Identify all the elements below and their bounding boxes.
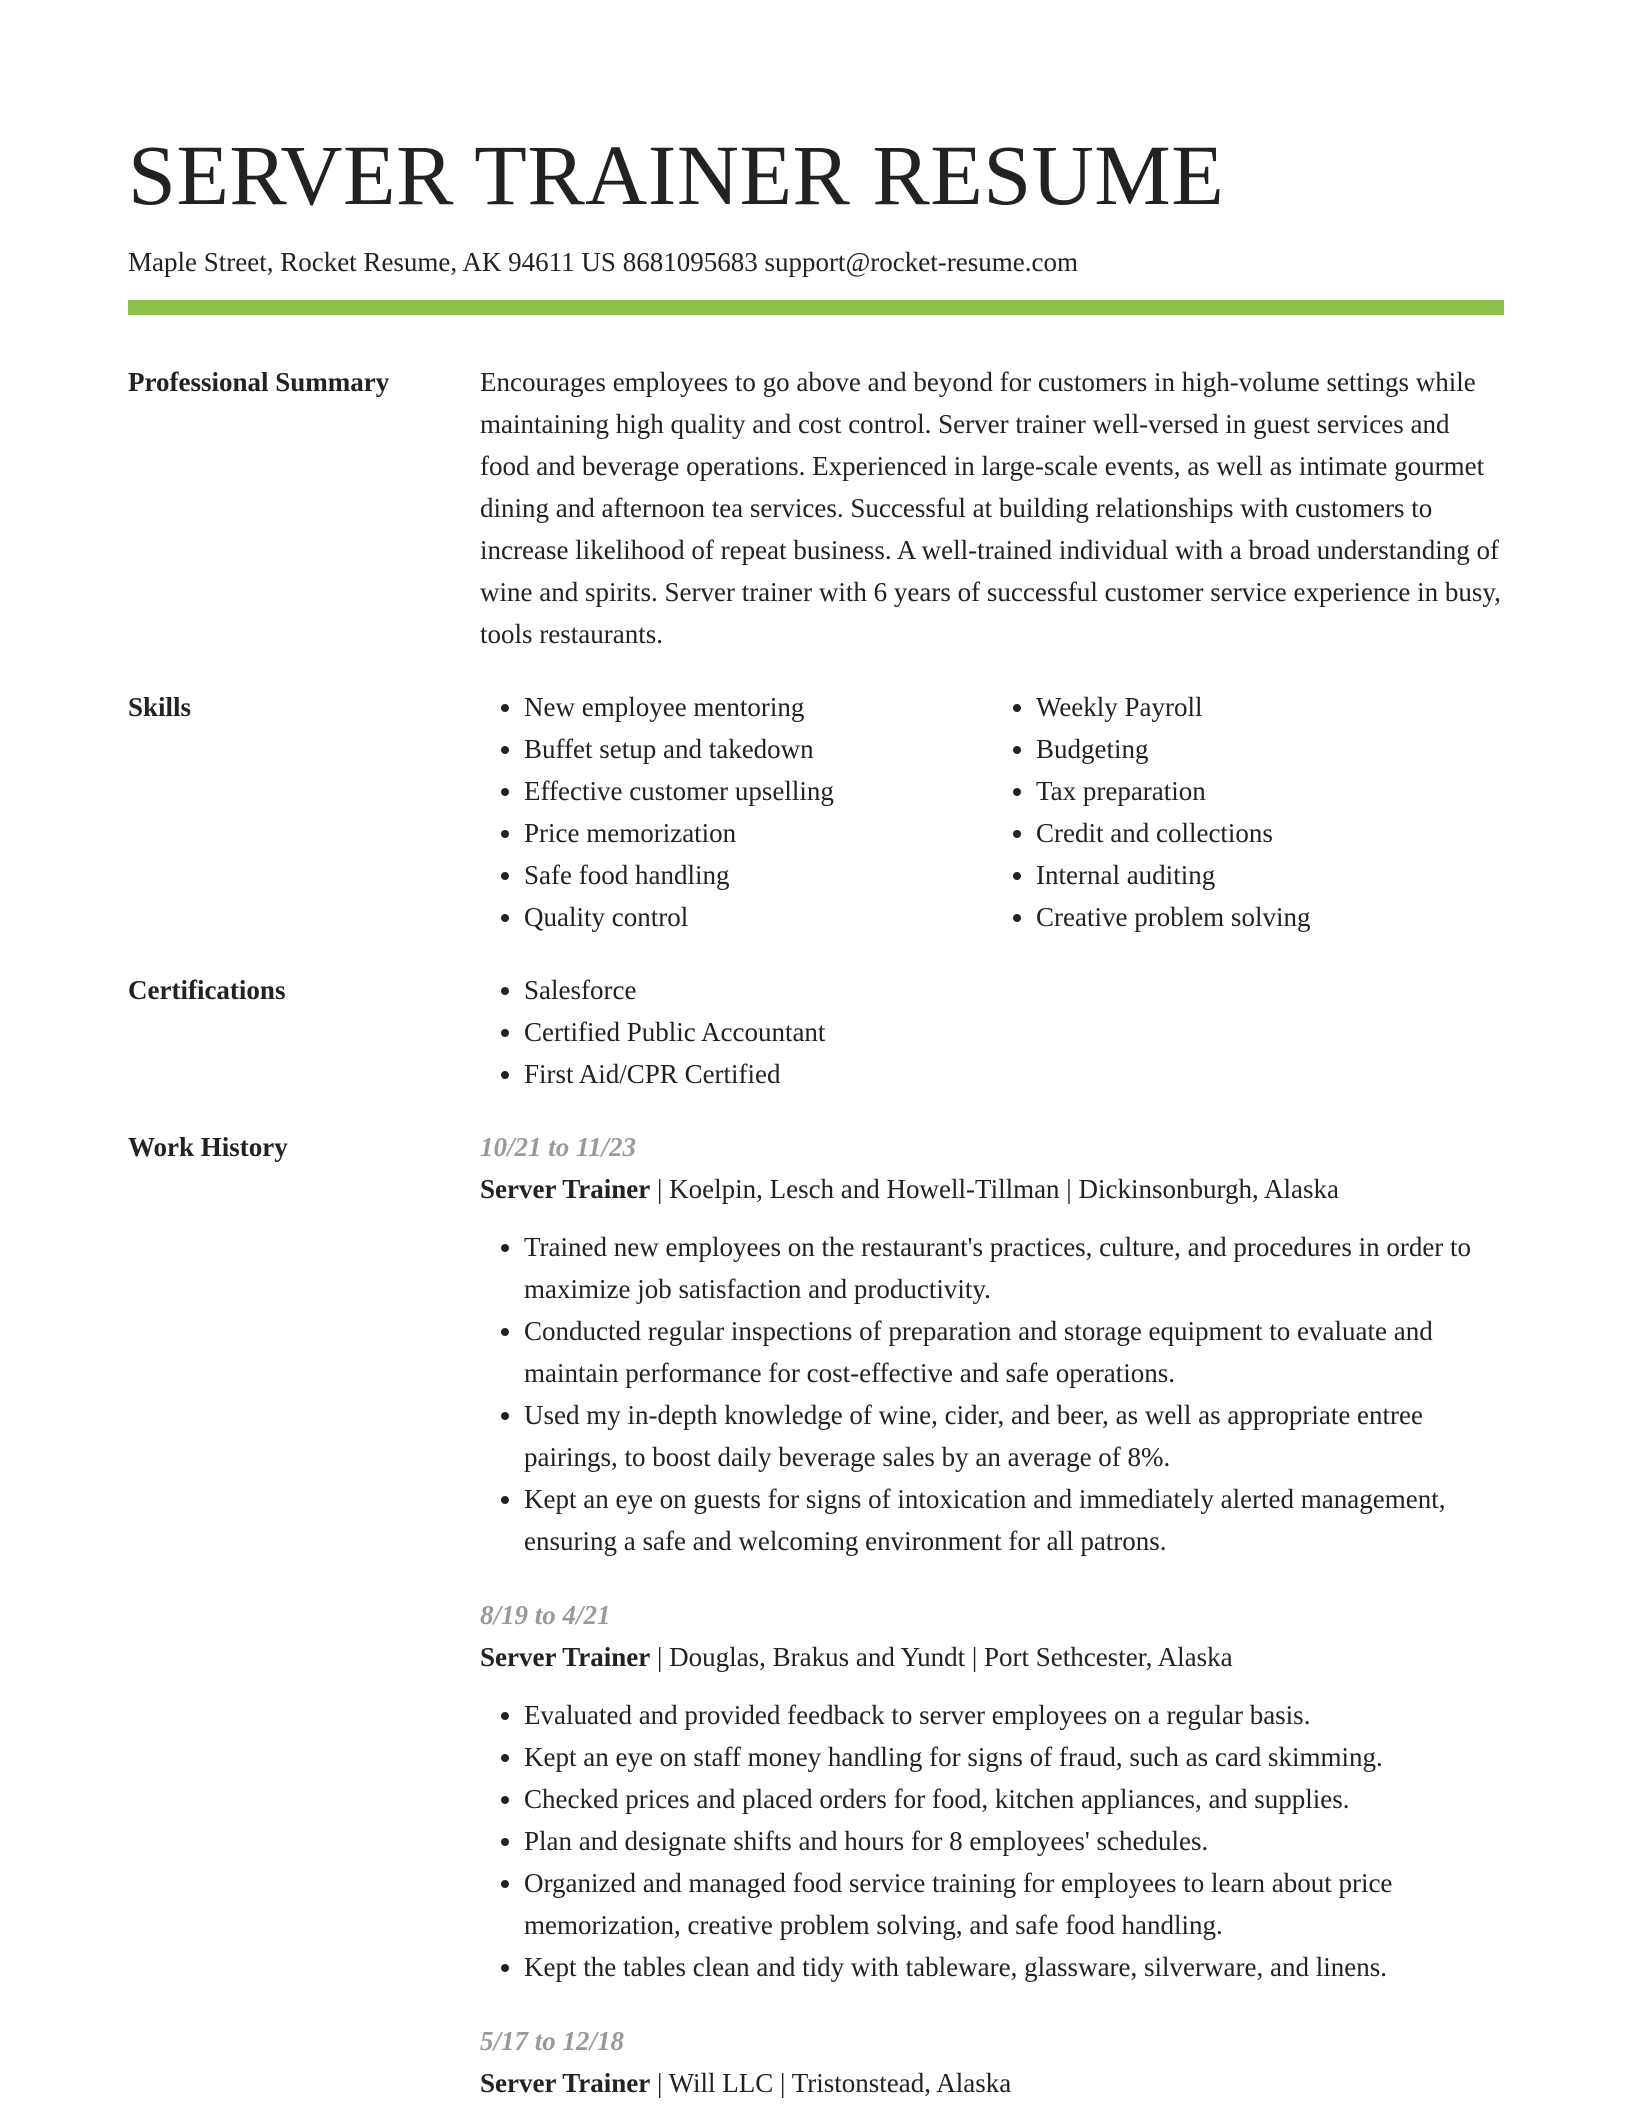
- work-history-content: [480, 1126, 1504, 2104]
- job-heading: [480, 1636, 1504, 1678]
- skill-item: • Buffet setup and takedown: [524, 728, 992, 770]
- summary-text: Encourages employees to go above and beyond for customers in high-volume settings while maintaining high quality and cost control. Server trainer well-versed in guest services and food and beverage operations. Experienced in large-scale events, as well as intimate gourmet dining and afternoon tea services. Successful at building relationships with customers to increase likelihood of repeat business. A well-trained individual with a broad understanding of wine and spirits. Server trainer with 6 years of successful customer service experience in busy, tools restaurants.: [480, 367, 1501, 650]
- certification-item: • First Aid/CPR Certified: [524, 1053, 1504, 1095]
- job-bullet: • Kept an eye on guests for signs of intoxication and immediately alerted management, ensuring a safe and welcoming environment for all patrons.: [524, 1478, 1504, 1562]
- certifications-list: [480, 969, 1504, 1095]
- skill-item: • Safe food handling: [524, 854, 992, 896]
- skill-item: • Internal auditing: [1036, 854, 1504, 896]
- job-bullet: • Plan and designate shifts and hours for 8 employees' schedules.: [524, 1820, 1504, 1862]
- job-bullet: • Checked prices and placed orders for food, kitchen appliances, and supplies.: [524, 1778, 1504, 1820]
- job-employer-location: | Will LLC | Tristonstead, Alaska: [650, 2068, 1012, 2099]
- skill-item: • Tax preparation: [1036, 770, 1504, 812]
- job-bullets: [480, 1694, 1504, 1988]
- contact-info: Maple Street, Rocket Resume, AK 94611 US 8681095683 support@rocket-resume.com: [128, 247, 1078, 277]
- skill-item: • Weekly Payroll: [1036, 686, 1504, 728]
- job-heading: [480, 1168, 1504, 1210]
- skill-item: • Budgeting: [1036, 728, 1504, 770]
- skills-section: [128, 686, 1504, 938]
- job-entry: [480, 1126, 1504, 1562]
- job-entry: [480, 1594, 1504, 1988]
- section-label-summary: Professional Summary: [128, 367, 390, 398]
- job-bullets: [480, 1226, 1504, 1562]
- section-label-work-history: Work History: [128, 1132, 288, 1163]
- page-title: SERVER TRAINER RESUME: [128, 127, 1225, 223]
- job-heading: [480, 2062, 1504, 2104]
- job-bullet: • Evaluated and provided feedback to server employees on a regular basis.: [524, 1694, 1504, 1736]
- certification-item: • Certified Public Accountant: [524, 1011, 1504, 1053]
- job-bullet: • Used my in-depth knowledge of wine, cider, and beer, as well as appropriate entree pairings, to boost daily beverage sales by an average of 8%.: [524, 1394, 1504, 1478]
- skills-content: [480, 686, 1504, 938]
- job-bullet: • Trained new employees on the restaurant's practices, culture, and procedures in order to maximize job satisfaction and productivity.: [524, 1226, 1504, 1310]
- skill-item: • Credit and collections: [1036, 812, 1504, 854]
- summary-section: [128, 361, 1504, 655]
- job-title: Server Trainer: [480, 1174, 651, 1205]
- job-title: Server Trainer: [480, 1642, 651, 1673]
- job-dates: 5/17 to 12/18: [480, 2026, 625, 2057]
- job-title: Server Trainer: [480, 2068, 651, 2099]
- summary-content: [480, 361, 1504, 655]
- job-entry: [480, 2020, 1504, 2104]
- job-employer-location: | Douglas, Brakus and Yundt | Port Sethcester, Alaska: [650, 1642, 1233, 1673]
- job-bullet: • Kept an eye on staff money handling for signs of fraud, such as card skimming.: [524, 1736, 1504, 1778]
- skill-item: • New employee mentoring: [524, 686, 992, 728]
- certifications-section: [128, 969, 1504, 1095]
- skill-item: • Quality control: [524, 896, 992, 938]
- job-dates: 8/19 to 4/21: [480, 1600, 611, 1631]
- skill-item: • Effective customer upselling: [524, 770, 992, 812]
- certifications-content: [480, 969, 1504, 1095]
- job-employer-location: | Koelpin, Lesch and Howell-Tillman | Dickinsonburgh, Alaska: [650, 1174, 1339, 1205]
- job-bullet: • Conducted regular inspections of preparation and storage equipment to evaluate and maintain performance for cost-effective and safe operations.: [524, 1310, 1504, 1394]
- certification-item: • Salesforce: [524, 969, 1504, 1011]
- job-dates: 10/21 to 11/23: [480, 1132, 637, 1163]
- work-history-section: [128, 1126, 1504, 2104]
- skills-list-right: [992, 686, 1504, 938]
- section-label-skills: Skills: [128, 692, 192, 723]
- skill-item: • Creative problem solving: [1036, 896, 1504, 938]
- section-label-certifications: Certifications: [128, 975, 286, 1006]
- skill-item: • Price memorization: [524, 812, 992, 854]
- job-bullet: • Organized and managed food service training for employees to learn about price memorization, creative problem solving, and safe food handling.: [524, 1862, 1504, 1946]
- job-bullet: • Kept the tables clean and tidy with tableware, glassware, silverware, and linens.: [524, 1946, 1504, 1988]
- header-divider: [128, 300, 1504, 315]
- skills-list-left: [480, 686, 992, 938]
